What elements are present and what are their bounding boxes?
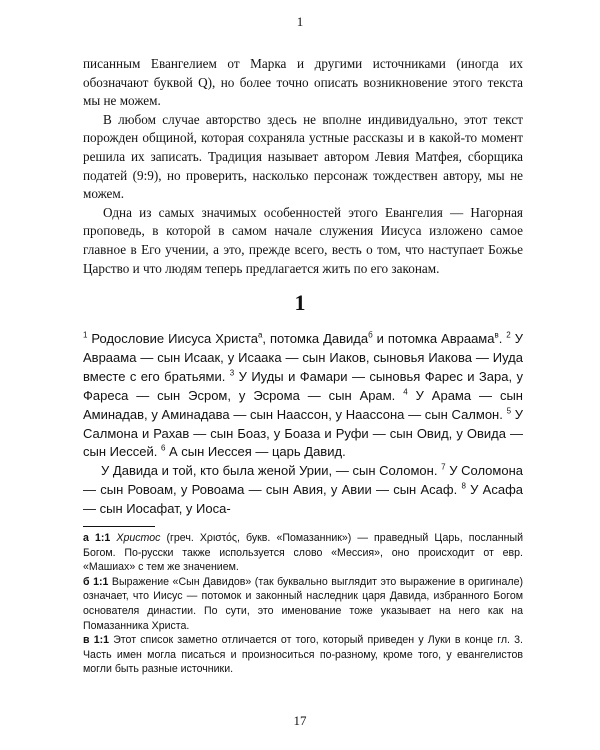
chapter-number: 1	[294, 290, 306, 315]
verse-number: 2	[506, 330, 511, 340]
verse-paragraph	[83, 330, 523, 462]
footnote-marker[interactable]: б	[368, 330, 373, 340]
verse-text: У Давида и той, кто была женой Урии, — сын Соломон.	[101, 463, 442, 479]
footnote-term: Христос	[116, 532, 161, 544]
verse-number: 3	[229, 368, 235, 378]
footnote-mark: б	[83, 575, 90, 588]
page-number: 17	[293, 713, 307, 728]
verse-text: и потомка Авраама	[372, 331, 495, 346]
footnote-ref: 1:1	[89, 634, 114, 647]
footnote-ref: 1:1	[89, 575, 112, 588]
intro-paragraph: писанным Евангелием от Марка и другими источниками (иногда их обозначают буквой Q), но более точно описать возникновение этого текста мы не можем.	[83, 56, 523, 109]
footnote	[83, 531, 523, 575]
footnote-ref: 1:1	[88, 532, 117, 544]
footnote-mark: в	[83, 634, 90, 647]
footnote-text: Выражение «Сын Давидов» (так буквально выглядит это выражение в оригинале) означает, что Иисус — потомок и законный наследник царя Давида, избранного Богом основателя династии. По сути, это именование тоже указывает на него как на Помазанника Христа.	[83, 575, 524, 632]
running-head: 1	[296, 14, 304, 29]
verse-text: .	[498, 331, 507, 346]
footnote-text: Этот список заметно отличается от того, который приведен у Луки в конце гл. 3. Часть имен могла писаться и произноситься по-разному, кроме того, у евангелистов могли быть разные источники.	[83, 634, 523, 676]
verse-number: 7	[441, 463, 446, 473]
footnote-mark: а	[83, 532, 89, 544]
scripture-text	[83, 330, 523, 519]
verse-text: Родословие Иисуса Христа	[87, 331, 258, 346]
intro-paragraph: Одна из самых значимых особенностей этого Евангелия — Нагорная проповедь, в которой в самом начале служения Иисуса изложено самое главное в Его учении, а это, прежде всего, весть о том, что наступает Божье Царство и что людям теперь предлагается жить по его законам.	[83, 204, 523, 276]
footnote	[83, 633, 523, 677]
verse-text: У Асафа — сын Иосафат, у Иоса-	[83, 482, 523, 517]
verse-number: 1	[83, 330, 88, 340]
verse-paragraph	[83, 462, 523, 519]
verse-number: 5	[506, 406, 512, 416]
footnotes	[83, 531, 523, 677]
verse-text: У Иуды и Фамари — сыновья Фарес и Зара, у Фареса — сын Эсром, у Эсрома — сын Арам.	[83, 368, 524, 403]
verse-text: У Салмона и Рахав — сын Боаз, у Боаза и Руфи — сын Овид, у Овида — сын Иессей.	[83, 406, 523, 460]
verse-number: 6	[160, 444, 166, 454]
intro-paragraph: В любом случае авторство здесь не вполне индивидуально, этот текст порожден общиной, которая сохраняла устные рассказы и в какой-то момент решила их записать. Традиция называет автором Левия Матфея, сборщика податей (9:9), но проверить, насколько персонаж тождествен автору, мы не можем.	[83, 111, 523, 202]
verse-text: У Авраама — сын Исаак, у Исаака — сын Иаков, сыновья Иакова — Иуда вместе с его братьями.	[83, 331, 523, 384]
verse-number: 4	[403, 387, 408, 397]
footnote-marker[interactable]: а	[257, 330, 263, 340]
verse-number: 8	[461, 481, 466, 491]
footnote-marker[interactable]: в	[494, 330, 499, 340]
verse-text: У Соломона — сын Ровоам, у Ровоама — сын Авия, у Авии — сын Асаф.	[83, 463, 523, 498]
footnote-divider	[83, 526, 155, 527]
footnote	[83, 575, 523, 633]
footnote-text: (греч. Χριστός, букв. «Помазанник») — праведный Царь, посланный Богом. По-русски также используется слово «Мессия», оно происходит от евр. «Машиах» с тем же значением.	[83, 532, 524, 574]
verse-text: А сын Иессея — царь Давид.	[165, 444, 346, 460]
verse-text: У Арама — сын Аминадав, у Аминадава — сын Наассон, у Наассона — сын Салмон.	[83, 387, 523, 422]
introduction-text	[83, 55, 523, 278]
verse-text: , потомка Давида	[262, 331, 369, 346]
